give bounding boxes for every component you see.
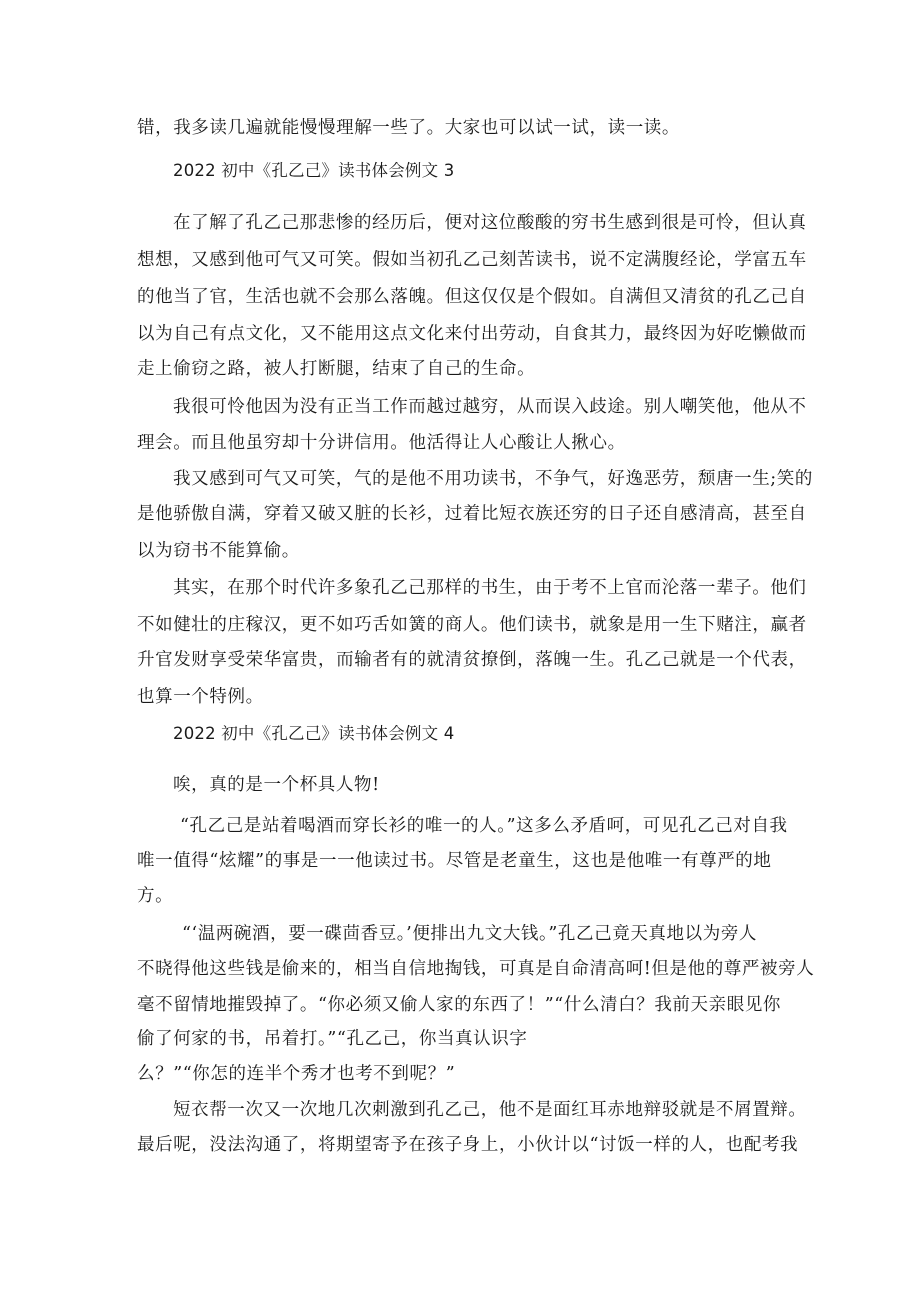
paragraph-line: “孔乙己是站着喝酒而穿长衫的唯一的人。”这多么矛盾呵，可见孔乙己对自我 [180,816,788,836]
paragraph-line: 的他当了官，生活也就不会那么落魄。但这仅仅是个假如。自满但又清贫的孔乙己自 [137,287,807,307]
paragraph-line: 唯一值得“炫耀”的事是一一他读过书。尽管是老童生，这也是他唯一有尊严的地 [137,851,772,871]
section-heading: 2022 初中《孔乙己》读书体会例文 3 [173,161,455,180]
paragraph-line: 毫不留情地摧毁掉了。“你必须又偷人家的东西了！”“什么清白？我前天亲眼见你 [137,995,782,1015]
paragraph-line: 以为窃书不能算偷。 [137,541,300,561]
paragraph-line: 么？”“你怎的连半个秀才也考不到呢？” [137,1064,456,1084]
section-heading: 2022 初中《孔乙己》读书体会例文 4 [173,724,455,743]
paragraph-line: 方。 [137,886,174,906]
paragraph-line: 不晓得他这些钱是偷来的，相当自信地掏钱，可真是自命清高呵!但是他的尊严被旁人 [137,959,815,979]
paragraph-line: 也算一个特例。 [137,687,264,707]
paragraph-line: 我又感到可气又可笑，气的是他不用功读书，不争气，好逸恶劳，颓唐一生;笑的 [173,469,813,489]
intro-line: 错，我多读几遍就能慢慢理解一些了。大家也可以试一试，读一读。 [137,118,680,138]
paragraph-line: 想想，又感到他可气又可笑。假如当初孔乙己刻苦读书，说不定满腹经论，学富五车 [137,250,807,270]
paragraph-line: 唉，真的是一个杯具人物! [173,775,380,795]
paragraph-line: 不如健壮的庄稼汉，更不如巧舌如簧的商人。他们读书，就象是用一生下赌注，赢者 [137,615,807,635]
paragraph-line: 是他骄傲自满，穿着又破又脏的长衫，过着比短衣族还穷的日子还自感清高，甚至自 [137,504,807,524]
paragraph-line: 理会。而且他虽穷却十分讲信用。他活得让人心酸让人揪心。 [137,433,626,453]
paragraph-line: 升官发财享受荣华富贵，而输者有的就清贫撩倒，落魄一生。孔乙己就是一个代表， [137,650,807,670]
paragraph-line: 偷了何家的书，吊着打。”“孔乙己，你当真认识字 [137,1029,528,1049]
paragraph-line: “‘温两碗酒，要一碟茴香豆。’便排出九文大钱。”孔乙己竟天真地以为旁人 [182,924,758,944]
paragraph-line: 我很可怜他因为没有正当工作而越过越穷，从而误入歧途。别人嘲笑他，他从不 [173,397,807,417]
paragraph-line: 走上偷窃之路，被人打断腿，结束了自己的生命。 [137,359,536,379]
paragraph-line: 在了解了孔乙己那悲惨的经历后，便对这位酸酸的穷书生感到很是可怜，但认真 [173,213,807,233]
paragraph-line: 短衣帮一次又一次地几次刺激到孔乙己，他不是面红耳赤地辩驳就是不屑置辩。 [173,1100,807,1120]
paragraph-line: 以为自己有点文化，又不能用这点文化来付出劳动，自食其力，最终因为好吃懒做而 [137,324,807,344]
paragraph-line: 其实，在那个时代许多象孔乙己那样的书生，由于考不上官而沦落一辈子。他们 [173,578,807,598]
paragraph-line: 最后呢，没法沟通了，将期望寄予在孩子身上，小伙计以“讨饭一样的人，也配考我 [137,1135,799,1155]
